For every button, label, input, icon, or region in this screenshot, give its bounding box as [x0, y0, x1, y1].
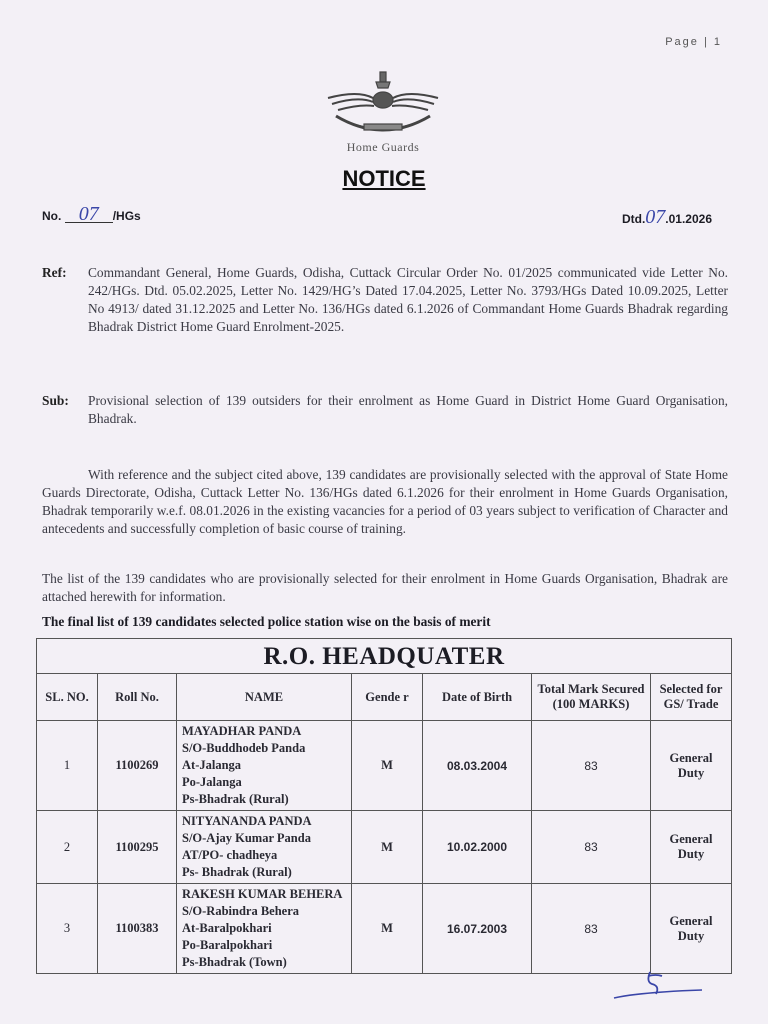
cell-dob: 08.03.2004	[423, 721, 532, 811]
name-line: NITYANANDA PANDA	[182, 814, 312, 828]
cell-name	[177, 884, 352, 974]
name-line: S/O-Ajay Kumar Panda	[182, 831, 311, 845]
reference-paragraph	[42, 264, 728, 336]
name-line: Ps-Bhadrak (Rural)	[182, 792, 289, 806]
name-line: MAYADHAR PANDA	[182, 724, 302, 738]
notice-date-value: 07	[645, 206, 666, 228]
notice-number-suffix: /HGs	[112, 209, 141, 223]
cell-gender: M	[352, 811, 423, 884]
final-list-heading: The final list of 139 candidates selected police station wise on the basis of merit	[42, 614, 491, 629]
header-marks: Total Mark Secured (100 MARKS)	[532, 674, 651, 721]
notice-date-suffix: .01.2026	[665, 212, 712, 226]
cell-name	[177, 811, 352, 884]
cell-sl: 2	[37, 811, 98, 884]
notice-number	[42, 203, 141, 225]
header-trade: Selected for GS/ Trade	[651, 674, 732, 721]
name-line: S/O-Buddhodeb Panda	[182, 741, 306, 755]
cell-dob: 16.07.2003	[423, 884, 532, 974]
table-header-row	[37, 674, 732, 721]
header-roll-no: Roll No.	[98, 674, 177, 721]
name-line: Po-Jalanga	[182, 775, 242, 789]
cell-trade: General Duty	[651, 811, 732, 884]
cell-name	[177, 721, 352, 811]
cell-marks: 83	[532, 884, 651, 974]
header-gender: Gende r	[352, 674, 423, 721]
name-line: Ps- Bhadrak (Rural)	[182, 865, 292, 879]
handwritten-initials	[612, 966, 712, 1006]
body-paragraph-2: The list of the 139 candidates who are provisionally selected for their enrolment in Home Guards Organisation, Bhadrak are attached herewith for information.	[42, 571, 728, 604]
body-paragraph-1: With reference and the subject cited above, 139 candidates are provisionally selected with the approval of State Home Guards Directorate, Odisha, Cuttack Letter No. 136/HGs dated 6.1.2026 for their enrolment in Home Guards Organisation, Bhadrak temporarily w.e.f. 08.01.2026 in the existing vacancies for a period of 03 years subject to verification of Character and antecedents and successfully completion of basic course of training.	[42, 467, 728, 536]
notice-date	[622, 206, 712, 229]
cell-trade: General Duty	[651, 721, 732, 811]
cell-sl: 1	[37, 721, 98, 811]
notice-title: NOTICE	[342, 166, 426, 191]
reference-label: Ref:	[42, 265, 67, 280]
table-row	[37, 721, 732, 811]
cell-trade: General Duty	[651, 884, 732, 974]
name-line: At-Jalanga	[182, 758, 242, 772]
table-row	[37, 811, 732, 884]
name-line: Po-Baralpokhari	[182, 938, 273, 952]
emblem-caption: Home Guards	[346, 140, 420, 154]
notice-number-prefix: No.	[42, 209, 62, 223]
cell-gender: M	[352, 721, 423, 811]
cell-sl: 3	[37, 884, 98, 974]
name-line: Ps-Bhadrak (Town)	[182, 955, 287, 969]
table-caption: R.O. HEADQUATER	[37, 639, 732, 674]
cell-roll: 1100269	[98, 721, 177, 811]
cell-roll: 1100295	[98, 811, 177, 884]
notice-date-prefix: Dtd.	[621, 212, 646, 226]
header-sl-no: SL. NO.	[37, 674, 98, 721]
cell-marks: 83	[532, 721, 651, 811]
table-row	[37, 884, 732, 974]
cell-dob: 10.02.2000	[423, 811, 532, 884]
page-number: Page | 1	[665, 36, 722, 48]
selection-table	[36, 638, 732, 974]
reference-text: Commandant General, Home Guards, Odisha, Cuttack Circular Order No. 01/2025 communicated vide Letter No. 242/HGs. Dtd. 05.02.2025, Letter No. 1429/HG’s Dated 17.04.2025, Letter No. 3793/HGs Dated 10.09.2025, Letter No 4913/ dated 31.12.2025 and Letter No. 136/HGs dated 6.1.2026 of Commandant Home Guards Bhadrak regarding Bhadrak District Home Guard Enrolment-2025.	[88, 265, 728, 334]
cell-roll: 1100383	[98, 884, 177, 974]
cell-marks: 83	[532, 811, 651, 884]
name-line: At-Baralpokhari	[182, 921, 272, 935]
name-line: S/O-Rabindra Behera	[182, 904, 300, 918]
subject-text: Provisional selection of 139 outsiders for their enrolment as Home Guard in District Home Guard Organisation, Bhadrak.	[88, 393, 728, 426]
header-name: NAME	[177, 674, 352, 721]
cell-gender: M	[352, 884, 423, 974]
header-dob: Date of Birth	[423, 674, 532, 721]
subject-paragraph	[42, 392, 728, 428]
name-line: AT/PO- chadheya	[182, 848, 278, 862]
subject-label: Sub:	[42, 393, 69, 408]
notice-number-value: 07	[65, 206, 113, 223]
name-line: RAKESH KUMAR BEHERA	[182, 887, 343, 901]
